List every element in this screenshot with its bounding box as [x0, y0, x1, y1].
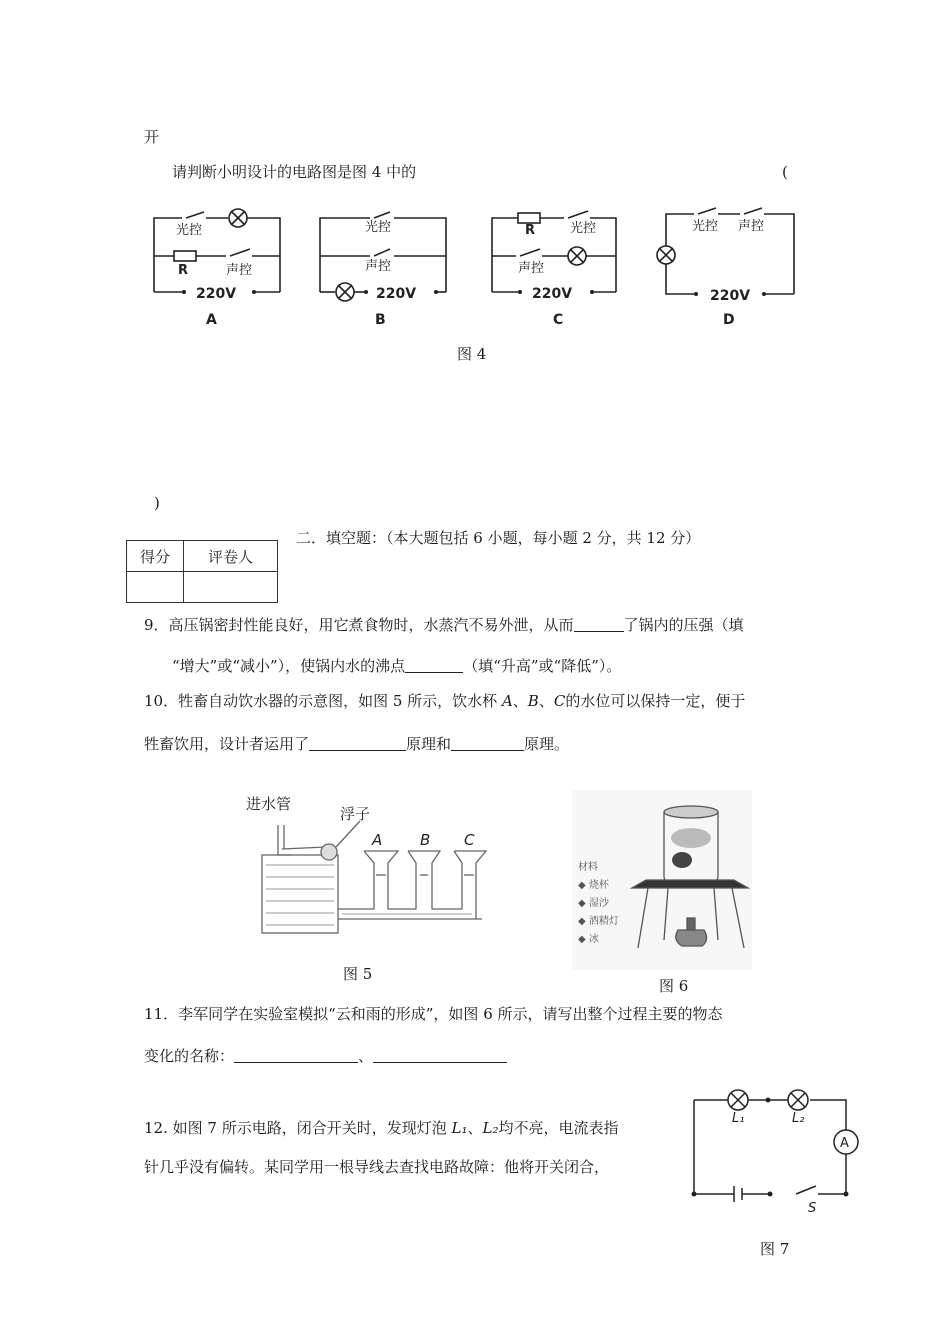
- q10-line2: [144, 736, 569, 752]
- q8-stem: 请判断小明设计的电路图是图 4 中的: [172, 163, 417, 181]
- ammeter-label: A: [840, 1136, 849, 1151]
- bulb-l2-label: L₂: [792, 1111, 805, 1126]
- cup-c-label: C: [464, 831, 475, 849]
- cup-a-label: A: [372, 831, 383, 849]
- inlet-label: 进水管: [246, 795, 292, 813]
- score-cell[interactable]: [127, 572, 184, 603]
- q10-text-b: 的水位可以保持一定，便于: [565, 692, 746, 710]
- q12-text-b: 均不亮，电流表指: [498, 1119, 619, 1137]
- q10-cup-b: B: [527, 692, 539, 710]
- q9-text-a: 9．高压锅密封性能良好，用它煮食物时，水蒸汽不易外泄，从而: [144, 616, 574, 634]
- b-shengkong-label: 声控: [365, 259, 392, 274]
- q10-text-a: 10．牲畜自动饮水器的示意图，如图 5 所示，饮水杯: [144, 692, 502, 710]
- q9-text-b: 了锅内的压强（填: [623, 616, 744, 634]
- q12-text-a: 如图 7 所示电路，闭合开关时，发现灯泡: [172, 1119, 452, 1137]
- q12-line2: 针几乎没有偏转。某同学用一根导线去查找电路故障：他将开关闭合，: [144, 1158, 610, 1176]
- q10-blank-1[interactable]: [309, 736, 406, 751]
- q9-blank-1[interactable]: [574, 617, 624, 632]
- a-r-label: R: [178, 263, 189, 278]
- figure-7-circuit: [686, 1088, 866, 1218]
- score-header: 得分: [127, 541, 184, 572]
- q10-text-d: 原理和: [406, 735, 452, 753]
- materials-title: 材料: [578, 862, 598, 873]
- float-label: 浮子: [340, 805, 371, 823]
- q9-text-d: （填“升高”或“降低”）。: [463, 657, 622, 675]
- q11-line1: 11．李军同学在实验室模拟“云和雨的形成”，如图 6 所示，请写出整个过程主要的物态: [144, 1005, 723, 1023]
- d-option-label: D: [723, 312, 735, 328]
- q9-text-c: “增大”或“减小”），使锅内水的沸点: [172, 657, 406, 675]
- q8-paren-close: ): [154, 494, 160, 512]
- section-2-title: 二．填空题：（本大题包括 6 小题，每小题 2 分，共 12 分）: [296, 529, 701, 547]
- b-option-label: B: [375, 312, 386, 328]
- q12-sep: 、: [467, 1119, 483, 1137]
- c-option-label: C: [553, 312, 564, 328]
- circuit-d: [657, 208, 794, 294]
- q12-l2: L₂: [482, 1119, 499, 1137]
- figure-5-waterer: [236, 785, 496, 945]
- switch-label: S: [808, 1201, 817, 1216]
- q11-blank-1[interactable]: [234, 1048, 358, 1063]
- b-guangkong-label: 光控: [365, 220, 392, 235]
- material-alcohol-lamp: ◆ 酒精灯: [578, 916, 619, 927]
- material-ice: ◆ 冰: [578, 934, 599, 945]
- c-r-label: R: [525, 223, 536, 238]
- d-voltage-label: 220V: [710, 288, 751, 304]
- q12-number: 12.: [144, 1119, 168, 1137]
- q10-sep-1: 、: [512, 692, 528, 710]
- q8-paren-open: (: [782, 163, 788, 181]
- q10-line1: [144, 694, 745, 709]
- q10-sep-2: 、: [538, 692, 554, 710]
- bulb-l1-label: L₁: [732, 1111, 745, 1126]
- c-shengkong-label: 声控: [518, 261, 545, 276]
- q11-text-a: 变化的名称：: [144, 1047, 235, 1065]
- q12-line1: [144, 1121, 619, 1136]
- a-option-label: A: [206, 312, 217, 328]
- b-voltage-label: 220V: [376, 286, 417, 302]
- q10-text-e: 原理。: [524, 735, 570, 753]
- a-shengkong-label: 声控: [226, 263, 253, 278]
- q12-l1: L₁: [451, 1119, 468, 1137]
- q11-sep: 、: [358, 1047, 374, 1065]
- q11-blank-2[interactable]: [373, 1048, 507, 1063]
- a-voltage-label: 220V: [196, 286, 237, 302]
- q10-cup-c: C: [553, 692, 566, 710]
- a-guangkong-label: 光控: [176, 223, 203, 238]
- material-wet-sand: ◆ 湿沙: [578, 898, 609, 909]
- q10-cup-a: A: [501, 692, 513, 710]
- q8-tail: 开: [144, 128, 160, 146]
- figure-6-caption: 图 6: [659, 977, 689, 995]
- q11-line2: [144, 1048, 507, 1064]
- figure-7-caption: 图 7: [760, 1240, 790, 1258]
- c-guangkong-label: 光控: [570, 221, 597, 236]
- q9-blank-2[interactable]: [405, 658, 463, 673]
- q10-text-c: 牲畜饮用，设计者运用了: [144, 735, 310, 753]
- circuit-c: [492, 211, 616, 292]
- c-voltage-label: 220V: [532, 286, 573, 302]
- figure-4-caption: 图 4: [457, 345, 487, 363]
- grader-header: 评卷人: [184, 541, 278, 572]
- circuit-a: [154, 209, 280, 292]
- cup-b-label: B: [420, 831, 431, 849]
- q10-blank-2[interactable]: [451, 736, 524, 751]
- score-table: [126, 540, 278, 603]
- q9-line2: [172, 658, 621, 674]
- figure-5-caption: 图 5: [343, 965, 373, 983]
- grader-cell[interactable]: [184, 572, 278, 603]
- q9-line1: [144, 617, 744, 633]
- d-guangkong-label: 光控: [692, 219, 719, 234]
- figure-6-experiment: [572, 790, 752, 970]
- material-beaker: ◆ 烧杯: [578, 880, 609, 891]
- figure-4-circuits: [140, 200, 800, 330]
- d-shengkong-label: 声控: [738, 219, 765, 234]
